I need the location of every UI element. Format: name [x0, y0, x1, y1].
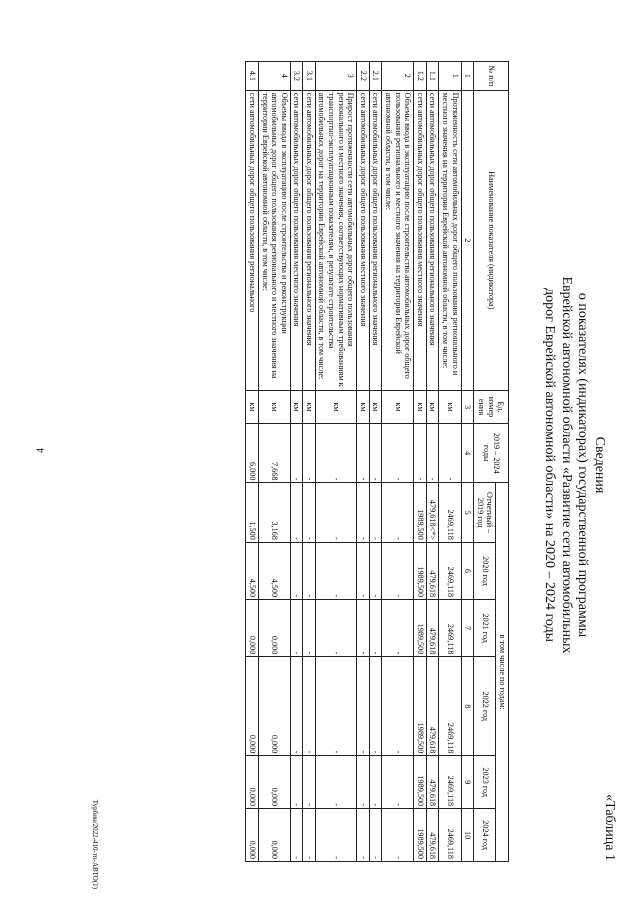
value-cell: - [315, 657, 356, 756]
value-cell: - [382, 483, 414, 542]
unit: км [315, 391, 356, 424]
value-cell: 479,618 [426, 542, 439, 599]
unit: км [382, 391, 414, 424]
row-number: 2 [382, 62, 414, 91]
indicator-name: сети автомобильных дорог общего пользования регионального значения [303, 90, 316, 390]
unit: км [426, 391, 439, 424]
value-cell: - [290, 809, 303, 862]
column-number: 1 [461, 62, 474, 91]
value-cell: 2469,118 [439, 542, 461, 599]
header-year: 2022 год [474, 657, 496, 756]
value-cell: - [303, 542, 316, 599]
value-cell: - [303, 809, 316, 862]
value-cell: - [315, 809, 356, 862]
column-number: 7 [461, 600, 474, 657]
unit: км [303, 391, 316, 424]
unit: км [246, 391, 259, 424]
value-cell: 0,000 [246, 600, 259, 657]
table-label: «Таблица 1 [602, 794, 617, 861]
value-cell: - [290, 424, 303, 483]
unit: км [290, 391, 303, 424]
table-row [246, 62, 259, 862]
value-cell: - [303, 424, 316, 483]
column-number: 8 [461, 657, 474, 756]
value-cell: 1989,500 [414, 600, 427, 657]
table-row [290, 62, 303, 862]
value-cell: 2469,118 [439, 809, 461, 862]
value-cell: 479,618 [426, 756, 439, 809]
table-row [315, 62, 356, 862]
header-report-year: Отчетный – 2019 год [474, 483, 496, 542]
value-cell: - [315, 542, 356, 599]
table-row [426, 62, 439, 862]
value-cell: - [369, 756, 382, 809]
value-cell: 479,618 [426, 600, 439, 657]
header-year: 2023 год [474, 756, 496, 809]
value-cell: - [357, 809, 370, 862]
value-cell: - [382, 424, 414, 483]
footer-code: Турбин/2022-410-тп-АВТО(1) [91, 799, 99, 889]
value-cell: 0,000 [246, 809, 259, 862]
value-cell: 3,168 [258, 483, 290, 542]
header-unit: Ед. измер ения [474, 391, 509, 424]
indicator-name: сети автомобильных дорог общего пользования регионального значения [369, 90, 382, 390]
value-cell: - [382, 809, 414, 862]
table-row [357, 62, 370, 862]
value-cell: 1989,500 [414, 483, 427, 542]
unit: км [369, 391, 382, 424]
row-number: 1 [439, 62, 461, 91]
header-row [496, 62, 509, 862]
value-cell: 479,618<*> [426, 483, 439, 542]
value-cell: - [369, 542, 382, 599]
value-cell: - [382, 600, 414, 657]
rotated-page-content [89, 55, 619, 889]
value-cell: 1989,500 [414, 809, 427, 862]
table-row [414, 62, 427, 862]
unit: км [414, 391, 427, 424]
indicator-name: Прирост протяженности сети автомобильных дорог общего пользования регионального и местного значения, соответствующих нормативным требованиям к транспортно-эксплуатационным показателям, в результате строительства автомобильных дорог на территории Еврейской автономной области, в том числе: [315, 90, 356, 390]
table-row [439, 62, 461, 862]
header-num: № п/п [474, 62, 509, 91]
value-cell: 479,618 [426, 657, 439, 756]
value-cell: - [315, 424, 356, 483]
value-cell: - [382, 756, 414, 809]
row-number: 3.2 [290, 62, 303, 91]
row-number: 1.2 [414, 62, 427, 91]
value-cell: 2469,118 [439, 600, 461, 657]
row-number: 1.1 [426, 62, 439, 91]
value-cell: 7,668 [258, 424, 290, 483]
value-cell: 0,000 [258, 756, 290, 809]
value-cell: 2469,118 [439, 483, 461, 542]
value-cell: - [357, 600, 370, 657]
value-cell: - [357, 756, 370, 809]
table-row [382, 62, 414, 862]
value-cell: - [357, 657, 370, 756]
table-row [303, 62, 316, 862]
row-number: 3 [315, 62, 356, 91]
column-number: 10 [461, 809, 474, 862]
value-cell: 0,000 [246, 756, 259, 809]
unit: км [258, 391, 290, 424]
value-cell: - [290, 756, 303, 809]
row-number: 4.1 [246, 62, 259, 91]
value-cell: 4,500 [246, 542, 259, 599]
header-period: 2019 – 2024 годы [474, 424, 509, 483]
value-cell: 2469,118 [439, 657, 461, 756]
indicator-name: сети автомобильных дорог общего пользования местного значения [357, 90, 370, 390]
value-cell: - [290, 542, 303, 599]
title-line: дорог Еврейской автономной области» на 2020 – 2024 годы [542, 287, 558, 643]
value-cell: - [369, 424, 382, 483]
value-cell: - [439, 424, 461, 483]
value-cell: - [315, 483, 356, 542]
indicator-name: сети автомобильных дорог общего пользования регионального значения [426, 90, 439, 390]
value-cell: - [303, 657, 316, 756]
value-cell: 0,000 [246, 657, 259, 756]
value-cell: - [303, 600, 316, 657]
value-cell: 0,000 [258, 657, 290, 756]
value-cell: - [290, 483, 303, 542]
value-cell: - [315, 756, 356, 809]
value-cell: - [414, 424, 427, 483]
indicator-name: сети автомобильных дорог общего пользования местного значения [290, 90, 303, 390]
indicator-name: сети автомобильных дорог общего пользования регионального [246, 90, 259, 390]
value-cell: - [369, 657, 382, 756]
column-number: 6 [461, 542, 474, 599]
header-year: 2021 год [474, 600, 496, 657]
value-cell: 0,000 [258, 600, 290, 657]
indicators-table [245, 61, 509, 862]
value-cell: - [357, 542, 370, 599]
value-cell: - [369, 809, 382, 862]
value-cell: 1989,500 [414, 756, 427, 809]
value-cell: 479,618 [426, 809, 439, 862]
value-cell: 2469,118 [439, 756, 461, 809]
indicator-name: Протяженность сети автомобильных дорог общего пользования регионального и местного значения на территории Еврейской автономной области, в том числе: [439, 90, 461, 390]
value-cell: 6,000 [246, 424, 259, 483]
row-number: 2.1 [369, 62, 382, 91]
value-cell: - [290, 600, 303, 657]
value-cell: - [382, 542, 414, 599]
column-number: 3 [461, 391, 474, 424]
indicator-name: Объемы ввода в эксплуатацию после строительства и реконструкции автомобильных дорог общего пользования регионального и местного значения на территории Еврейской автономной области, в том числе: [258, 90, 290, 390]
unit: км [357, 391, 370, 424]
value-cell: 1,500 [246, 483, 259, 542]
value-cell: - [369, 600, 382, 657]
header-by-years: в том числе по годам: [496, 483, 509, 862]
page-number: 4 [35, 448, 47, 453]
value-cell: 1989,500 [414, 657, 427, 756]
value-cell: - [357, 483, 370, 542]
title-line: Сведения [592, 436, 607, 494]
column-number: 2 [461, 90, 474, 390]
header-year: 2024 год [474, 809, 496, 862]
value-cell: 4,500 [258, 542, 290, 599]
value-cell: - [369, 483, 382, 542]
row-number: 2.2 [357, 62, 370, 91]
column-number: 4 [461, 424, 474, 483]
column-number: 9 [461, 756, 474, 809]
value-cell: - [303, 756, 316, 809]
row-number: 4 [258, 62, 290, 91]
value-cell: - [315, 600, 356, 657]
column-number-row [461, 62, 474, 862]
indicator-name: Объемы ввода в эксплуатацию после строительства автомобильных дорог общего пользования регионального и местного значения на территории Еврейской автономной области, в том числе: [382, 90, 414, 390]
value-cell: - [426, 424, 439, 483]
column-number: 5 [461, 483, 474, 542]
table-row [369, 62, 382, 862]
value-cell: 0,000 [258, 809, 290, 862]
value-cell: - [357, 424, 370, 483]
document-title [541, 55, 607, 875]
value-cell: - [382, 657, 414, 756]
header-name: Наименование показателя (индикатора) [474, 90, 509, 390]
title-line: о показателях (индикаторах) государственной программы [575, 292, 591, 638]
title-line: Еврейской автономной области «Развитие сети автомобильных [559, 276, 574, 654]
table-row [258, 62, 290, 862]
value-cell: - [303, 483, 316, 542]
indicator-name: сети автомобильных дорог общего пользования местного значения [414, 90, 427, 390]
value-cell: 1989,500 [414, 542, 427, 599]
header-year: 2020 год [474, 542, 496, 599]
table-body [246, 62, 474, 862]
row-number: 3.1 [303, 62, 316, 91]
unit: км [439, 391, 461, 424]
value-cell: - [290, 657, 303, 756]
